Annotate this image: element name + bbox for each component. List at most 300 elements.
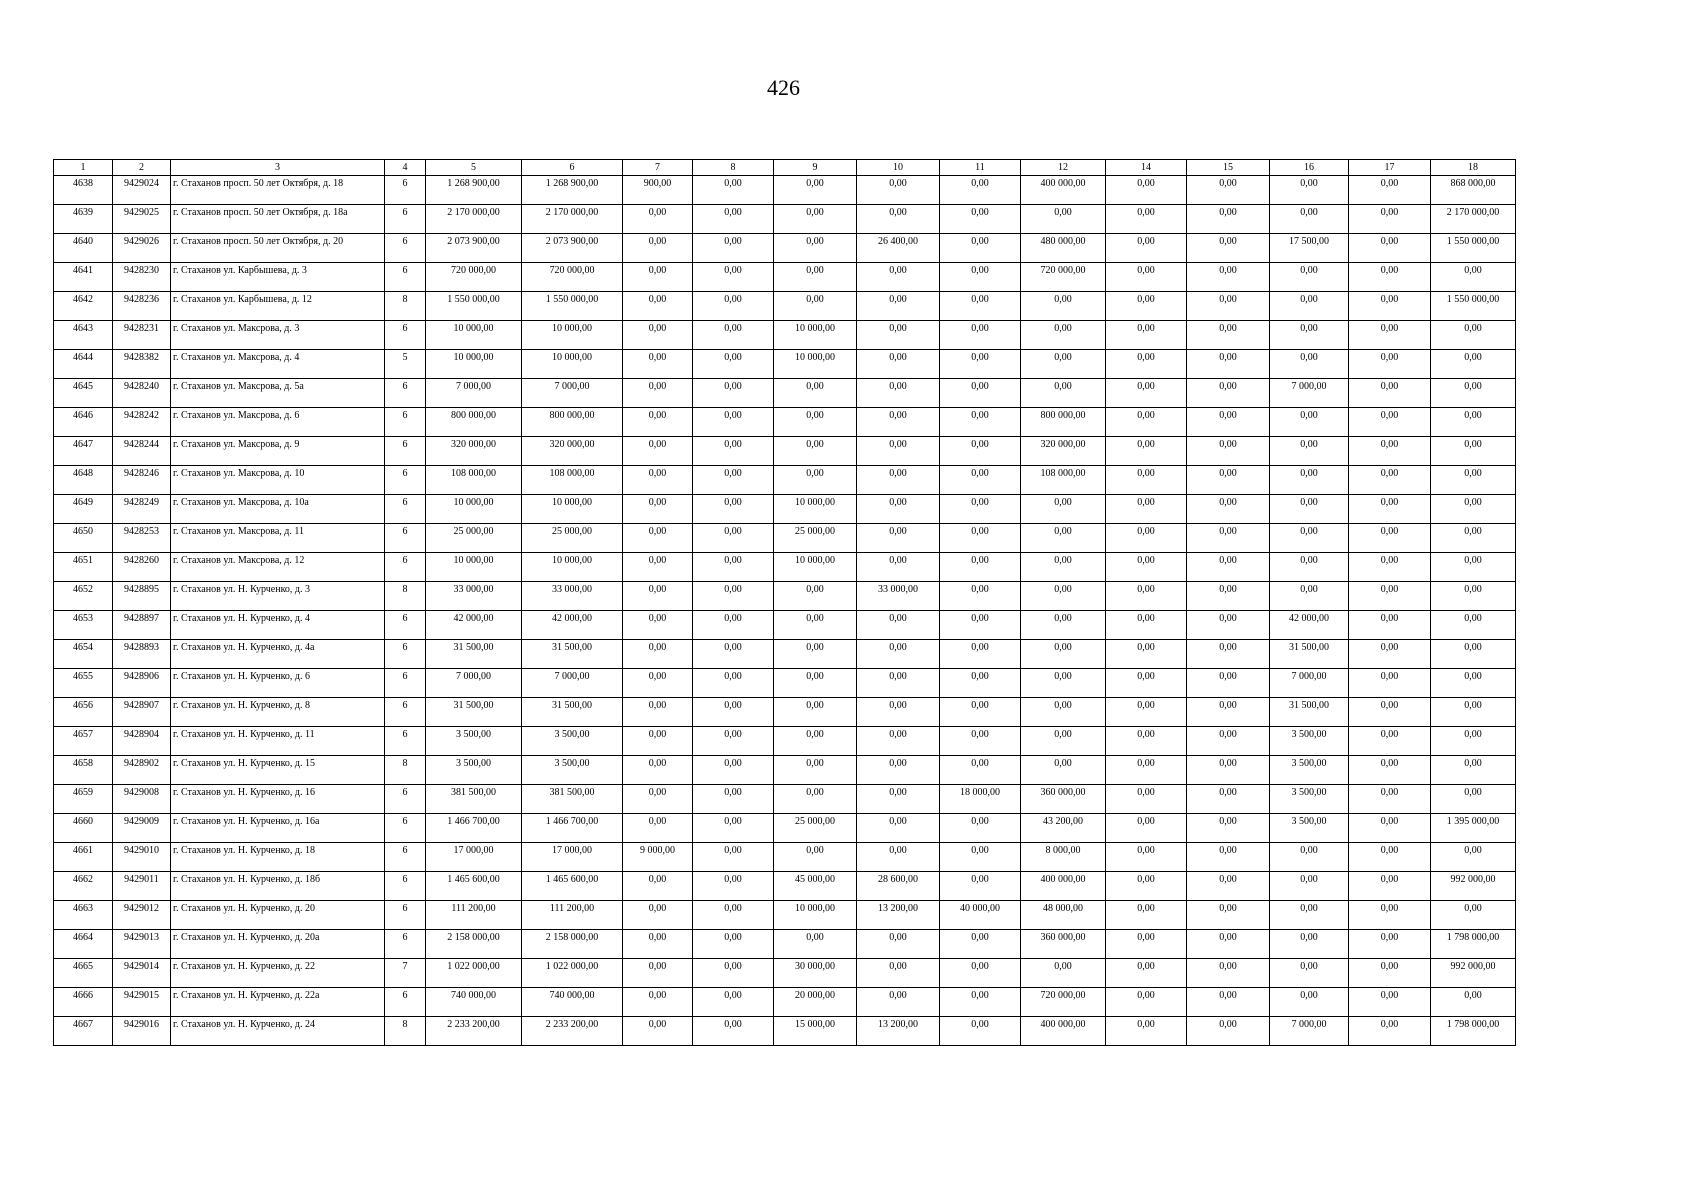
table-cell: 0,00 bbox=[857, 698, 940, 727]
table-cell: 0,00 bbox=[1106, 785, 1187, 814]
table-cell: 6 bbox=[385, 785, 426, 814]
table-cell: 0,00 bbox=[1349, 756, 1431, 785]
table-cell: 0,00 bbox=[857, 669, 940, 698]
table-cell: 10 000,00 bbox=[426, 350, 522, 379]
table-cell: 0,00 bbox=[693, 901, 774, 930]
table-cell: 0,00 bbox=[1270, 466, 1349, 495]
table-cell: 0,00 bbox=[693, 582, 774, 611]
table-cell: 0,00 bbox=[623, 988, 693, 1017]
table-cell: 0,00 bbox=[1021, 495, 1106, 524]
table-cell: 0,00 bbox=[774, 263, 857, 292]
table-cell: 0,00 bbox=[1106, 1017, 1187, 1046]
table-cell: 0,00 bbox=[774, 756, 857, 785]
table-cell: 0,00 bbox=[1431, 524, 1516, 553]
table-cell: 28 600,00 bbox=[857, 872, 940, 901]
table-cell: 0,00 bbox=[1021, 698, 1106, 727]
table-cell: 0,00 bbox=[857, 205, 940, 234]
table-cell: 6 bbox=[385, 524, 426, 553]
table-cell: 2 073 900,00 bbox=[426, 234, 522, 263]
table-cell: 0,00 bbox=[623, 437, 693, 466]
table-cell: 0,00 bbox=[1270, 582, 1349, 611]
address-cell: г. Стаханов ул. Максрова, д. 10а bbox=[171, 495, 385, 524]
table-cell: 6 bbox=[385, 379, 426, 408]
table-cell: 9428249 bbox=[113, 495, 171, 524]
table-cell: 0,00 bbox=[693, 176, 774, 205]
column-header: 8 bbox=[693, 160, 774, 176]
table-cell: 7 bbox=[385, 959, 426, 988]
table-cell: 0,00 bbox=[1106, 176, 1187, 205]
table-cell: 6 bbox=[385, 872, 426, 901]
table-row bbox=[54, 640, 1516, 669]
table-cell: 800 000,00 bbox=[426, 408, 522, 437]
register-table bbox=[53, 159, 1516, 1046]
table-cell: 0,00 bbox=[1270, 872, 1349, 901]
table-cell: 0,00 bbox=[940, 408, 1021, 437]
table-cell: 0,00 bbox=[1349, 263, 1431, 292]
table-cell: 320 000,00 bbox=[1021, 437, 1106, 466]
table-cell: 9428897 bbox=[113, 611, 171, 640]
table-cell: 0,00 bbox=[623, 379, 693, 408]
table-cell: 320 000,00 bbox=[426, 437, 522, 466]
table-cell: 1 466 700,00 bbox=[522, 814, 623, 843]
address-cell: г. Стаханов ул. Максрова, д. 10 bbox=[171, 466, 385, 495]
table-cell: 6 bbox=[385, 611, 426, 640]
table-cell: 0,00 bbox=[857, 930, 940, 959]
address-cell: г. Стаханов ул. Н. Курченко, д. 20а bbox=[171, 930, 385, 959]
address-cell: г. Стаханов ул. Н. Курченко, д. 20 bbox=[171, 901, 385, 930]
address-cell: г. Стаханов ул. Н. Курченко, д. 4 bbox=[171, 611, 385, 640]
table-row bbox=[54, 988, 1516, 1017]
table-cell: 320 000,00 bbox=[522, 437, 623, 466]
table-cell: 0,00 bbox=[693, 640, 774, 669]
table-cell: 0,00 bbox=[1270, 930, 1349, 959]
table-cell: 0,00 bbox=[940, 872, 1021, 901]
table-row bbox=[54, 321, 1516, 350]
table-cell: 0,00 bbox=[940, 263, 1021, 292]
table-cell: 0,00 bbox=[857, 611, 940, 640]
table-cell: 1 550 000,00 bbox=[426, 292, 522, 321]
table-cell: 7 000,00 bbox=[522, 669, 623, 698]
table-cell: 0,00 bbox=[1270, 495, 1349, 524]
table-cell: 6 bbox=[385, 727, 426, 756]
table-cell: 4645 bbox=[54, 379, 113, 408]
table-cell: 0,00 bbox=[1187, 640, 1270, 669]
table-cell: 0,00 bbox=[1021, 640, 1106, 669]
table-cell: 400 000,00 bbox=[1021, 176, 1106, 205]
page-number: 426 bbox=[767, 75, 800, 100]
table-cell: 0,00 bbox=[774, 611, 857, 640]
table-cell: 0,00 bbox=[693, 234, 774, 263]
table-cell: 6 bbox=[385, 466, 426, 495]
table-row bbox=[54, 466, 1516, 495]
table-cell: 0,00 bbox=[1270, 263, 1349, 292]
table-cell: 9428893 bbox=[113, 640, 171, 669]
table-cell: 10 000,00 bbox=[522, 553, 623, 582]
table-cell: 30 000,00 bbox=[774, 959, 857, 988]
table-cell: 31 500,00 bbox=[426, 640, 522, 669]
column-header: 15 bbox=[1187, 160, 1270, 176]
table-cell: 6 bbox=[385, 640, 426, 669]
table-cell: 0,00 bbox=[623, 553, 693, 582]
table-cell: 4650 bbox=[54, 524, 113, 553]
table-cell: 17 500,00 bbox=[1270, 234, 1349, 263]
column-header: 9 bbox=[774, 160, 857, 176]
table-cell: 0,00 bbox=[1021, 727, 1106, 756]
address-cell: г. Стаханов ул. Н. Курченко, д. 4а bbox=[171, 640, 385, 669]
table-cell: 740 000,00 bbox=[522, 988, 623, 1017]
table-cell: 0,00 bbox=[1431, 408, 1516, 437]
table-cell: 7 000,00 bbox=[1270, 1017, 1349, 1046]
table-cell: 0,00 bbox=[1187, 350, 1270, 379]
table-cell: 381 500,00 bbox=[522, 785, 623, 814]
table-cell: 9429011 bbox=[113, 872, 171, 901]
table-row bbox=[54, 350, 1516, 379]
table-cell: 0,00 bbox=[857, 495, 940, 524]
table-cell: 0,00 bbox=[1349, 495, 1431, 524]
table-cell: 0,00 bbox=[1349, 988, 1431, 1017]
table-cell: 0,00 bbox=[623, 408, 693, 437]
address-cell: г. Стаханов ул. Максрова, д. 3 bbox=[171, 321, 385, 350]
table-cell: 0,00 bbox=[1021, 669, 1106, 698]
table-cell: 0,00 bbox=[857, 408, 940, 437]
table-cell: 0,00 bbox=[693, 669, 774, 698]
table-cell: 720 000,00 bbox=[1021, 263, 1106, 292]
table-cell: 0,00 bbox=[623, 756, 693, 785]
table-cell: 0,00 bbox=[774, 408, 857, 437]
address-cell: г. Стаханов ул. Максрова, д. 6 bbox=[171, 408, 385, 437]
table-cell: 3 500,00 bbox=[522, 756, 623, 785]
table-cell: 0,00 bbox=[1106, 727, 1187, 756]
table-body bbox=[54, 176, 1516, 1046]
table-cell: 9429026 bbox=[113, 234, 171, 263]
table-cell: 720 000,00 bbox=[522, 263, 623, 292]
table-cell: 10 000,00 bbox=[774, 495, 857, 524]
table-cell: 0,00 bbox=[693, 350, 774, 379]
table-cell: 0,00 bbox=[857, 785, 940, 814]
table-cell: 0,00 bbox=[1349, 437, 1431, 466]
table-cell: 720 000,00 bbox=[1021, 988, 1106, 1017]
table-cell: 4641 bbox=[54, 263, 113, 292]
table-cell: 4656 bbox=[54, 698, 113, 727]
table-cell: 31 500,00 bbox=[1270, 640, 1349, 669]
table-cell: 0,00 bbox=[1349, 176, 1431, 205]
table-cell: 0,00 bbox=[857, 292, 940, 321]
table-cell: 0,00 bbox=[623, 495, 693, 524]
table-cell: 42 000,00 bbox=[426, 611, 522, 640]
table-cell: 6 bbox=[385, 843, 426, 872]
table-row bbox=[54, 669, 1516, 698]
table-cell: 0,00 bbox=[1349, 843, 1431, 872]
address-cell: г. Стаханов ул. Н. Курченко, д. 15 bbox=[171, 756, 385, 785]
table-cell: 0,00 bbox=[774, 640, 857, 669]
table-cell: 0,00 bbox=[940, 611, 1021, 640]
table-cell: 0,00 bbox=[1187, 176, 1270, 205]
table-cell: 0,00 bbox=[1187, 263, 1270, 292]
table-cell: 2 170 000,00 bbox=[426, 205, 522, 234]
table-cell: 0,00 bbox=[693, 408, 774, 437]
table-cell: 1 022 000,00 bbox=[522, 959, 623, 988]
table-cell: 0,00 bbox=[1270, 437, 1349, 466]
table-cell: 3 500,00 bbox=[1270, 727, 1349, 756]
address-cell: г. Стаханов ул. Карбышева, д. 12 bbox=[171, 292, 385, 321]
table-cell: 2 158 000,00 bbox=[426, 930, 522, 959]
table-cell: 5 bbox=[385, 350, 426, 379]
table-cell: 0,00 bbox=[1349, 1017, 1431, 1046]
table-cell: 9429016 bbox=[113, 1017, 171, 1046]
table-cell: 4666 bbox=[54, 988, 113, 1017]
address-cell: г. Стаханов ул. Н. Курченко, д. 11 bbox=[171, 727, 385, 756]
table-cell: 10 000,00 bbox=[522, 321, 623, 350]
column-header: 12 bbox=[1021, 160, 1106, 176]
table-cell: 800 000,00 bbox=[1021, 408, 1106, 437]
table-cell: 0,00 bbox=[1187, 292, 1270, 321]
table-cell: 0,00 bbox=[940, 756, 1021, 785]
table-cell: 0,00 bbox=[693, 1017, 774, 1046]
table-cell: 33 000,00 bbox=[857, 582, 940, 611]
table-cell: 111 200,00 bbox=[426, 901, 522, 930]
table-cell: 0,00 bbox=[1187, 1017, 1270, 1046]
table-cell: 3 500,00 bbox=[1270, 756, 1349, 785]
table-cell: 2 170 000,00 bbox=[1431, 205, 1516, 234]
table-cell: 0,00 bbox=[1431, 611, 1516, 640]
table-cell: 0,00 bbox=[1106, 988, 1187, 1017]
table-row bbox=[54, 901, 1516, 930]
table-cell: 33 000,00 bbox=[522, 582, 623, 611]
table-cell: 6 bbox=[385, 988, 426, 1017]
table-cell: 0,00 bbox=[623, 901, 693, 930]
address-cell: г. Стаханов ул. Максрова, д. 11 bbox=[171, 524, 385, 553]
table-cell: 2 170 000,00 bbox=[522, 205, 623, 234]
table-cell: 0,00 bbox=[1106, 843, 1187, 872]
table-row bbox=[54, 930, 1516, 959]
table-row bbox=[54, 437, 1516, 466]
table-cell: 0,00 bbox=[1431, 669, 1516, 698]
table-cell: 0,00 bbox=[693, 930, 774, 959]
table-cell: 0,00 bbox=[1106, 930, 1187, 959]
table-cell: 720 000,00 bbox=[426, 263, 522, 292]
table-cell: 0,00 bbox=[623, 814, 693, 843]
table-cell: 4659 bbox=[54, 785, 113, 814]
table-cell: 9428240 bbox=[113, 379, 171, 408]
address-cell: г. Стаханов ул. Н. Курченко, д. 6 bbox=[171, 669, 385, 698]
table-cell: 0,00 bbox=[623, 640, 693, 669]
table-cell: 18 000,00 bbox=[940, 785, 1021, 814]
table-cell: 0,00 bbox=[1349, 408, 1431, 437]
table-cell: 0,00 bbox=[774, 727, 857, 756]
table-cell: 0,00 bbox=[940, 930, 1021, 959]
table-cell: 0,00 bbox=[857, 843, 940, 872]
table-cell: 0,00 bbox=[623, 263, 693, 292]
table-cell: 0,00 bbox=[940, 988, 1021, 1017]
table-cell: 9 000,00 bbox=[623, 843, 693, 872]
table-cell: 360 000,00 bbox=[1021, 930, 1106, 959]
table-cell: 0,00 bbox=[940, 437, 1021, 466]
table-cell: 0,00 bbox=[1349, 466, 1431, 495]
table-cell: 108 000,00 bbox=[522, 466, 623, 495]
table-cell: 33 000,00 bbox=[426, 582, 522, 611]
table-cell: 0,00 bbox=[940, 727, 1021, 756]
table-cell: 9428231 bbox=[113, 321, 171, 350]
table-cell: 8 000,00 bbox=[1021, 843, 1106, 872]
table-cell: 40 000,00 bbox=[940, 901, 1021, 930]
table-cell: 0,00 bbox=[1270, 176, 1349, 205]
table-cell: 6 bbox=[385, 814, 426, 843]
table-cell: 48 000,00 bbox=[1021, 901, 1106, 930]
address-cell: г. Стаханов ул. Н. Курченко, д. 18 bbox=[171, 843, 385, 872]
table-cell: 0,00 bbox=[693, 959, 774, 988]
table-cell: 0,00 bbox=[940, 495, 1021, 524]
table-cell: 360 000,00 bbox=[1021, 785, 1106, 814]
table-cell: 0,00 bbox=[1187, 901, 1270, 930]
table-cell: 6 bbox=[385, 930, 426, 959]
table-cell: 0,00 bbox=[774, 234, 857, 263]
table-cell: 4653 bbox=[54, 611, 113, 640]
table-cell: 6 bbox=[385, 901, 426, 930]
table-cell: 0,00 bbox=[1349, 553, 1431, 582]
table-cell: 4667 bbox=[54, 1017, 113, 1046]
table-cell: 0,00 bbox=[1270, 408, 1349, 437]
table-row bbox=[54, 205, 1516, 234]
table-cell: 0,00 bbox=[774, 669, 857, 698]
table-cell: 0,00 bbox=[1021, 959, 1106, 988]
table-cell: 0,00 bbox=[940, 698, 1021, 727]
table-cell: 800 000,00 bbox=[522, 408, 623, 437]
table-cell: 6 bbox=[385, 669, 426, 698]
table-cell: 0,00 bbox=[1187, 321, 1270, 350]
table-cell: 0,00 bbox=[1270, 292, 1349, 321]
table-cell: 0,00 bbox=[1187, 582, 1270, 611]
table-cell: 0,00 bbox=[774, 582, 857, 611]
table-cell: 6 bbox=[385, 437, 426, 466]
table-cell: 7 000,00 bbox=[522, 379, 623, 408]
table-cell: 740 000,00 bbox=[426, 988, 522, 1017]
table-cell: 0,00 bbox=[1187, 466, 1270, 495]
table-cell: 0,00 bbox=[1270, 988, 1349, 1017]
table-cell: 9429012 bbox=[113, 901, 171, 930]
table-cell: 0,00 bbox=[623, 466, 693, 495]
table-cell: 0,00 bbox=[774, 379, 857, 408]
table-row bbox=[54, 582, 1516, 611]
table-cell: 0,00 bbox=[1106, 524, 1187, 553]
address-cell: г. Стаханов ул. Н. Курченко, д. 8 bbox=[171, 698, 385, 727]
table-cell: 9428260 bbox=[113, 553, 171, 582]
table-cell: 7 000,00 bbox=[1270, 379, 1349, 408]
table-cell: 0,00 bbox=[1021, 379, 1106, 408]
header-row bbox=[54, 160, 1516, 176]
table-cell: 0,00 bbox=[1106, 495, 1187, 524]
table-row bbox=[54, 785, 1516, 814]
table-cell: 0,00 bbox=[857, 437, 940, 466]
table-cell: 4657 bbox=[54, 727, 113, 756]
address-cell: г. Стаханов ул. Н. Курченко, д. 24 bbox=[171, 1017, 385, 1046]
table-cell: 4661 bbox=[54, 843, 113, 872]
table-cell: 4649 bbox=[54, 495, 113, 524]
table-cell: 0,00 bbox=[1431, 350, 1516, 379]
table-cell: 0,00 bbox=[693, 379, 774, 408]
table-cell: 4644 bbox=[54, 350, 113, 379]
column-header: 10 bbox=[857, 160, 940, 176]
table-cell: 0,00 bbox=[693, 263, 774, 292]
table-cell: 9428244 bbox=[113, 437, 171, 466]
address-cell: г. Стаханов ул. Максрова, д. 4 bbox=[171, 350, 385, 379]
table-cell: 10 000,00 bbox=[426, 553, 522, 582]
table-cell: 0,00 bbox=[1106, 611, 1187, 640]
table-cell: 0,00 bbox=[1431, 437, 1516, 466]
table-cell: 0,00 bbox=[857, 756, 940, 785]
table-cell: 0,00 bbox=[1270, 205, 1349, 234]
table-cell: 9428253 bbox=[113, 524, 171, 553]
table-cell: 0,00 bbox=[693, 814, 774, 843]
table-cell: 9428382 bbox=[113, 350, 171, 379]
table-cell: 1 465 600,00 bbox=[522, 872, 623, 901]
table-cell: 0,00 bbox=[1349, 727, 1431, 756]
table-cell: 13 200,00 bbox=[857, 901, 940, 930]
table-cell: 7 000,00 bbox=[426, 669, 522, 698]
table-cell: 0,00 bbox=[693, 495, 774, 524]
table-cell: 0,00 bbox=[1349, 814, 1431, 843]
table-cell: 0,00 bbox=[1187, 379, 1270, 408]
table-cell: 0,00 bbox=[857, 727, 940, 756]
table-cell: 0,00 bbox=[940, 959, 1021, 988]
table-cell: 9428236 bbox=[113, 292, 171, 321]
table-cell: 0,00 bbox=[623, 292, 693, 321]
table-cell: 0,00 bbox=[1106, 466, 1187, 495]
table-cell: 25 000,00 bbox=[522, 524, 623, 553]
table-cell: 3 500,00 bbox=[522, 727, 623, 756]
table-cell: 1 798 000,00 bbox=[1431, 1017, 1516, 1046]
table-cell: 43 200,00 bbox=[1021, 814, 1106, 843]
table-cell: 10 000,00 bbox=[774, 901, 857, 930]
table-cell: 13 200,00 bbox=[857, 1017, 940, 1046]
table-cell: 0,00 bbox=[1021, 350, 1106, 379]
table-cell: 0,00 bbox=[1349, 524, 1431, 553]
table-cell: 1 268 900,00 bbox=[426, 176, 522, 205]
table-cell: 0,00 bbox=[1021, 524, 1106, 553]
table-cell: 1 395 000,00 bbox=[1431, 814, 1516, 843]
table-cell: 0,00 bbox=[1187, 756, 1270, 785]
column-header: 7 bbox=[623, 160, 693, 176]
table-cell: 25 000,00 bbox=[774, 524, 857, 553]
table-row bbox=[54, 1017, 1516, 1046]
table-cell: 0,00 bbox=[857, 553, 940, 582]
table-cell: 0,00 bbox=[1106, 669, 1187, 698]
table-cell: 0,00 bbox=[1106, 350, 1187, 379]
table-cell: 0,00 bbox=[1349, 785, 1431, 814]
table-cell: 0,00 bbox=[1106, 698, 1187, 727]
table-cell: 4662 bbox=[54, 872, 113, 901]
table-cell: 4648 bbox=[54, 466, 113, 495]
table-cell: 31 500,00 bbox=[426, 698, 522, 727]
table-cell: 0,00 bbox=[1270, 901, 1349, 930]
table-cell: 0,00 bbox=[693, 321, 774, 350]
address-cell: г. Стаханов ул. Максрова, д. 12 bbox=[171, 553, 385, 582]
column-header: 1 bbox=[54, 160, 113, 176]
table-cell: 10 000,00 bbox=[426, 321, 522, 350]
table-cell: 0,00 bbox=[1431, 785, 1516, 814]
column-header: 16 bbox=[1270, 160, 1349, 176]
table-cell: 4655 bbox=[54, 669, 113, 698]
table-cell: 9429015 bbox=[113, 988, 171, 1017]
table-cell: 9428230 bbox=[113, 263, 171, 292]
address-cell: г. Стаханов ул. Максрова, д. 9 bbox=[171, 437, 385, 466]
table-cell: 0,00 bbox=[774, 437, 857, 466]
table-cell: 0,00 bbox=[1187, 698, 1270, 727]
table-cell: 0,00 bbox=[623, 872, 693, 901]
table-cell: 10 000,00 bbox=[774, 350, 857, 379]
table-cell: 2 233 200,00 bbox=[522, 1017, 623, 1046]
table-cell: 0,00 bbox=[1187, 408, 1270, 437]
table-cell: 0,00 bbox=[1106, 814, 1187, 843]
